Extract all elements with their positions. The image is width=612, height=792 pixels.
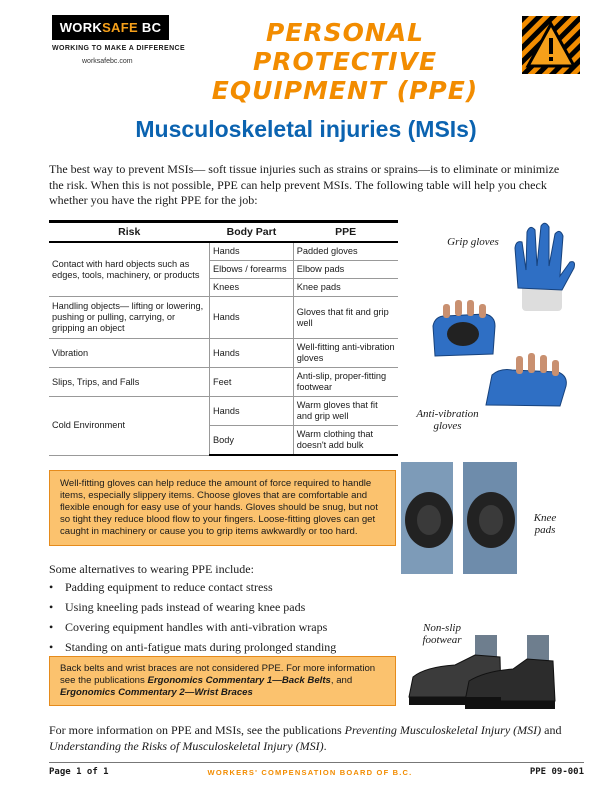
footer-divider (49, 762, 584, 763)
intro-paragraph: The best way to prevent MSIs— soft tissue injuries such as strains or sprains—is to eliminate or minimize the risk. When this is not possible, PPE can help prevent MSIs. The following table will help you check whether you have the right PPE for the job: (49, 162, 560, 207)
page-title: Musculoskeletal injuries (MSIs) (135, 116, 477, 142)
body-part-cell: Hands (210, 297, 294, 339)
header-ppe: PPE (293, 222, 398, 243)
body-part-cell: Hands (210, 339, 294, 368)
knee-pads-caption: Knee pads (533, 512, 557, 536)
series-title: PERSONAL PROTECTIVE EQUIPMENT (PPE) (211, 18, 479, 105)
ppe-cell: Well-fitting anti-vibration gloves (293, 339, 398, 368)
table-row (49, 397, 398, 426)
ppe-cell: Anti-slip, proper-fitting footwear (293, 368, 398, 397)
risk-cell: Vibration (49, 339, 210, 368)
publication-link[interactable]: Ergonomics Commentary 2—Wrist Braces (60, 687, 253, 698)
document-code: PPE 09-001 (529, 767, 584, 777)
back-belts-note: Back belts and wrist braces are not considered PPE. For more information see the publications Ergonomics Commentary 1—Back Belts, and Ergonomics Commentary 2—Wrist Braces (49, 656, 396, 706)
body-part-cell: Feet (210, 368, 294, 397)
page-number: Page 1 of 1 (49, 767, 109, 777)
table-row (49, 339, 398, 368)
table-row (49, 242, 398, 261)
worksafebc-logo (52, 15, 186, 87)
list-item: • Standing on anti-fatigue mats during prolonged standing (49, 637, 336, 657)
alternatives-heading: Some alternatives to wearing PPE include: (49, 562, 254, 576)
publication-link[interactable]: Understanding the Risks of Musculoskeletal Injury (MSI) (49, 738, 324, 753)
publication-link[interactable]: Preventing Musculoskeletal Injury (MSI) (344, 723, 542, 737)
list-item: • Covering equipment handles with anti-vibration wraps (49, 617, 336, 637)
list-item: • Padding equipment to reduce contact stress (49, 577, 336, 597)
non-slip-footwear-illustration (405, 635, 580, 710)
risk-cell: Contact with hard objects such as edges, tools, machinery, or products (49, 242, 210, 297)
ppe-cell: Warm clothing that doesn't add bulk (293, 426, 398, 456)
knee-pads-illustration (395, 462, 523, 574)
body-part-cell: Hands (210, 397, 294, 426)
hazard-warning-icon (522, 16, 580, 74)
table-row (49, 368, 398, 397)
ppe-cell: Gloves that fit and grip well (293, 297, 398, 339)
logo-url: worksafebc.com (82, 58, 133, 65)
anti-vibration-caption: Anti-vibration gloves (416, 408, 479, 432)
ppe-cell: Elbow pads (293, 261, 398, 279)
closing-paragraph: For more information on PPE and MSIs, see the publications Preventing Musculoskeletal Injury (MSI) and Understanding the Risks of Musculoskeletal Injury (MSI). (49, 723, 562, 753)
body-part-cell: Body (210, 426, 294, 456)
publication-link[interactable]: Ergonomics Commentary 1—Back Belts (147, 675, 331, 686)
ppe-cell: Padded gloves (293, 242, 398, 261)
header-risk: Risk (49, 222, 210, 243)
footwear-caption: Non-slip footwear (422, 622, 462, 646)
body-part-cell: Elbows / forearms (210, 261, 294, 279)
risk-cell: Slips, Trips, and Falls (49, 368, 210, 397)
ppe-cell: Knee pads (293, 279, 398, 297)
footer-organization: WORKERS' COMPENSATION BOARD OF B.C. (207, 768, 413, 777)
risk-cell: Cold Environment (49, 397, 210, 456)
list-item: • Using kneeling pads instead of wearing knee pads (49, 597, 336, 617)
body-part-cell: Hands (210, 242, 294, 261)
ppe-cell: Warm gloves that fit and grip well (293, 397, 398, 426)
glove-fit-note: Well-fitting gloves can help reduce the amount of force required to handle items, especially slippery items. Choose gloves that are comfortable and flexible enough for easy use of your hands. Gloves should be snug, but not so tight they reduce blood flow to your fingers. Loose-fitting gloves can get caught in machinery or cause you to grip items awkwardly or too hard. (49, 470, 396, 546)
header-body-part: Body Part (210, 222, 294, 243)
anti-vibration-glove-back-illustration (480, 350, 580, 410)
alternatives-list (49, 577, 336, 657)
table-row (49, 297, 398, 339)
ppe-table (49, 220, 398, 456)
grip-gloves-caption: Grip gloves (447, 236, 499, 248)
body-part-cell: Knees (210, 279, 294, 297)
risk-cell: Handling objects— lifting or lowering, pushing or pulling, carrying, or gripping an object (49, 297, 210, 339)
logo-tagline: WORKING TO MAKE A DIFFERENCE (52, 45, 186, 52)
logo-wordmark: WORKSAFE BC (52, 15, 169, 40)
